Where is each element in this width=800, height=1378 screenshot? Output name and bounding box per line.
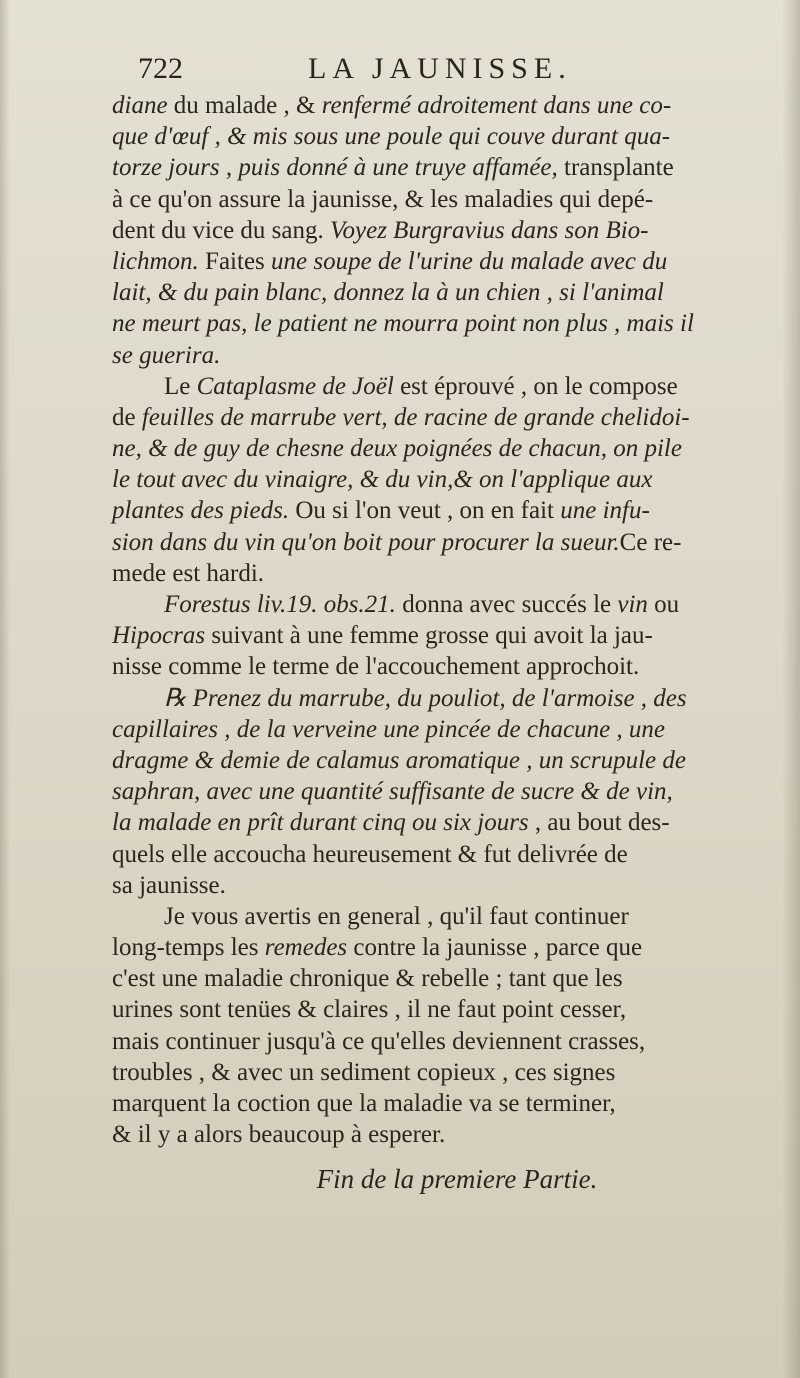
text-line bbox=[112, 121, 762, 152]
italic-run: feuilles de marrube vert, de racine de grande chelidoi- bbox=[141, 403, 690, 431]
end-of-part-text: Fin de la premiere Partie. bbox=[316, 1164, 598, 1195]
italic-run: une infu- bbox=[560, 497, 650, 525]
text-run: à ce qu'on assure la jaunisse, & les maladies qui depé- bbox=[112, 185, 654, 213]
text-line bbox=[112, 1057, 762, 1088]
italic-run: la malade en prît durant cinq ou six jours bbox=[112, 809, 529, 837]
text-line bbox=[112, 901, 762, 932]
italic-run: le tout avec du vinaigre, & du vin,& on l'applique aux bbox=[112, 466, 653, 494]
italic-run: ne meurt pas, le patient ne mourra point non plus , mais il bbox=[112, 310, 694, 338]
text-line bbox=[112, 683, 762, 714]
text-line bbox=[112, 589, 762, 620]
italic-run: saphran, avec une quantité suffisante de sucre & de vin, bbox=[112, 778, 673, 806]
text-line bbox=[112, 963, 762, 994]
text-line bbox=[112, 184, 762, 215]
page-header bbox=[138, 52, 778, 92]
text-run: contre la jaunisse , parce que bbox=[347, 934, 643, 962]
text-line bbox=[112, 433, 762, 464]
text-line bbox=[112, 994, 762, 1025]
text-line bbox=[112, 371, 762, 402]
italic-run: remedes bbox=[264, 934, 348, 962]
text-line bbox=[112, 839, 762, 870]
text-run: urines sont tenües & claires , il ne faut point cesser, bbox=[112, 996, 627, 1024]
italic-run: diane bbox=[112, 92, 168, 119]
text-run: ou bbox=[647, 591, 680, 618]
italic-run: sion dans du vin qu'on boit pour procurer la sueur. bbox=[112, 528, 620, 556]
text-line bbox=[112, 527, 762, 558]
text-line bbox=[112, 308, 762, 339]
text-run: quels elle accoucha heureusement & fut delivrée de bbox=[112, 840, 628, 868]
text-run: Le bbox=[164, 372, 197, 400]
text-line bbox=[112, 1119, 762, 1150]
text-line bbox=[112, 402, 762, 433]
text-run: dent du vice du sang. bbox=[112, 216, 331, 244]
text-line bbox=[112, 714, 762, 745]
page-edge-left bbox=[0, 0, 10, 1378]
text-run: transplante bbox=[557, 154, 674, 182]
text-line bbox=[112, 1026, 762, 1057]
text-line bbox=[112, 870, 762, 901]
text-run: c'est une maladie chronique & rebelle ; tant que les bbox=[112, 965, 623, 993]
italic-run: une soupe de l'urine du malade avec du bbox=[271, 247, 668, 275]
text-run: Ce re- bbox=[619, 528, 682, 556]
italic-run: ℞ Prenez du marrube, du pouliot, de l'armoise , des bbox=[164, 684, 687, 712]
italic-run: renfermé adroitement dans une co- bbox=[321, 92, 672, 119]
text-run: , au bout des- bbox=[528, 809, 670, 837]
text-line bbox=[112, 215, 762, 246]
end-of-part bbox=[112, 1164, 762, 1195]
italic-run: capillaires , de la verveine une pincée de chacune , une bbox=[112, 715, 666, 743]
text-line bbox=[112, 152, 762, 183]
italic-run: ne, & de guy de chesne deux poignées de chacun, on pile bbox=[112, 435, 682, 463]
text-run: donna avec succés le bbox=[395, 591, 618, 618]
text-run: suivant à une femme grosse qui avoit la jau- bbox=[205, 622, 653, 650]
text-run: sa jaunisse. bbox=[112, 871, 226, 899]
text-line bbox=[112, 464, 762, 495]
text-line bbox=[112, 495, 762, 526]
italic-run: torze jours , puis donné à une truye affamée, bbox=[112, 154, 558, 182]
italic-run: dragme & demie de calamus aromatique , un scrupule de bbox=[112, 746, 686, 774]
text-line bbox=[112, 340, 762, 371]
page-edge-right bbox=[782, 0, 800, 1378]
text-lines bbox=[112, 90, 762, 1150]
italic-run: se guerira. bbox=[112, 341, 221, 369]
italic-run: lait, & du pain blanc, donnez la à un chien , si l'animal bbox=[112, 279, 664, 307]
text-run: mais continuer jusqu'à ce qu'elles deviennent crasses, bbox=[112, 1027, 646, 1055]
italic-run: Voyez Burgravius dans son Bio- bbox=[330, 216, 649, 244]
running-title: LA JAUNISSE. bbox=[308, 52, 572, 85]
italic-run: Forestus liv.19. obs.21. bbox=[164, 591, 396, 618]
text-line bbox=[112, 776, 762, 807]
text-run: du malade , & bbox=[167, 92, 322, 119]
italic-run: vin bbox=[617, 591, 648, 618]
text-run: Je vous avertis en general , qu'il faut continuer bbox=[164, 902, 629, 930]
text-line bbox=[112, 277, 762, 308]
text-run: de bbox=[112, 403, 142, 431]
text-line bbox=[112, 932, 762, 963]
text-line bbox=[112, 651, 762, 682]
italic-run: lichmon. bbox=[112, 247, 199, 275]
text-line bbox=[112, 620, 762, 651]
page-number: 722 bbox=[138, 52, 183, 85]
text-line bbox=[112, 246, 762, 277]
text-line bbox=[112, 807, 762, 838]
italic-run: Hipocras bbox=[112, 622, 206, 650]
text-line bbox=[112, 1088, 762, 1119]
text-line bbox=[112, 745, 762, 776]
text-run: long-temps les bbox=[112, 934, 265, 962]
body-text bbox=[112, 90, 762, 1196]
text-run: marquent la coction que la maladie va se terminer, bbox=[112, 1090, 616, 1117]
italic-run: que d'œuf , & mis sous une poule qui couve durant qua- bbox=[112, 123, 671, 151]
text-run: est éprouvé , on le compose bbox=[393, 372, 678, 400]
text-run: mede est hardi. bbox=[112, 559, 265, 587]
text-run: & il y a alors beaucoup à esperer. bbox=[112, 1121, 446, 1149]
italic-run: Cataplasme de Joël bbox=[196, 372, 394, 400]
text-line bbox=[112, 90, 762, 121]
text-line bbox=[112, 558, 762, 589]
spacer bbox=[112, 1150, 762, 1160]
text-run: troubles , & avec un sediment copieux , ces signes bbox=[112, 1058, 616, 1086]
text-run: Ou si l'on veut , on en fait bbox=[289, 497, 561, 525]
italic-run: plantes des pieds. bbox=[112, 497, 290, 525]
text-run: nisse comme le terme de l'accouchement approchoit. bbox=[112, 653, 640, 681]
text-run: Faites bbox=[198, 247, 272, 275]
